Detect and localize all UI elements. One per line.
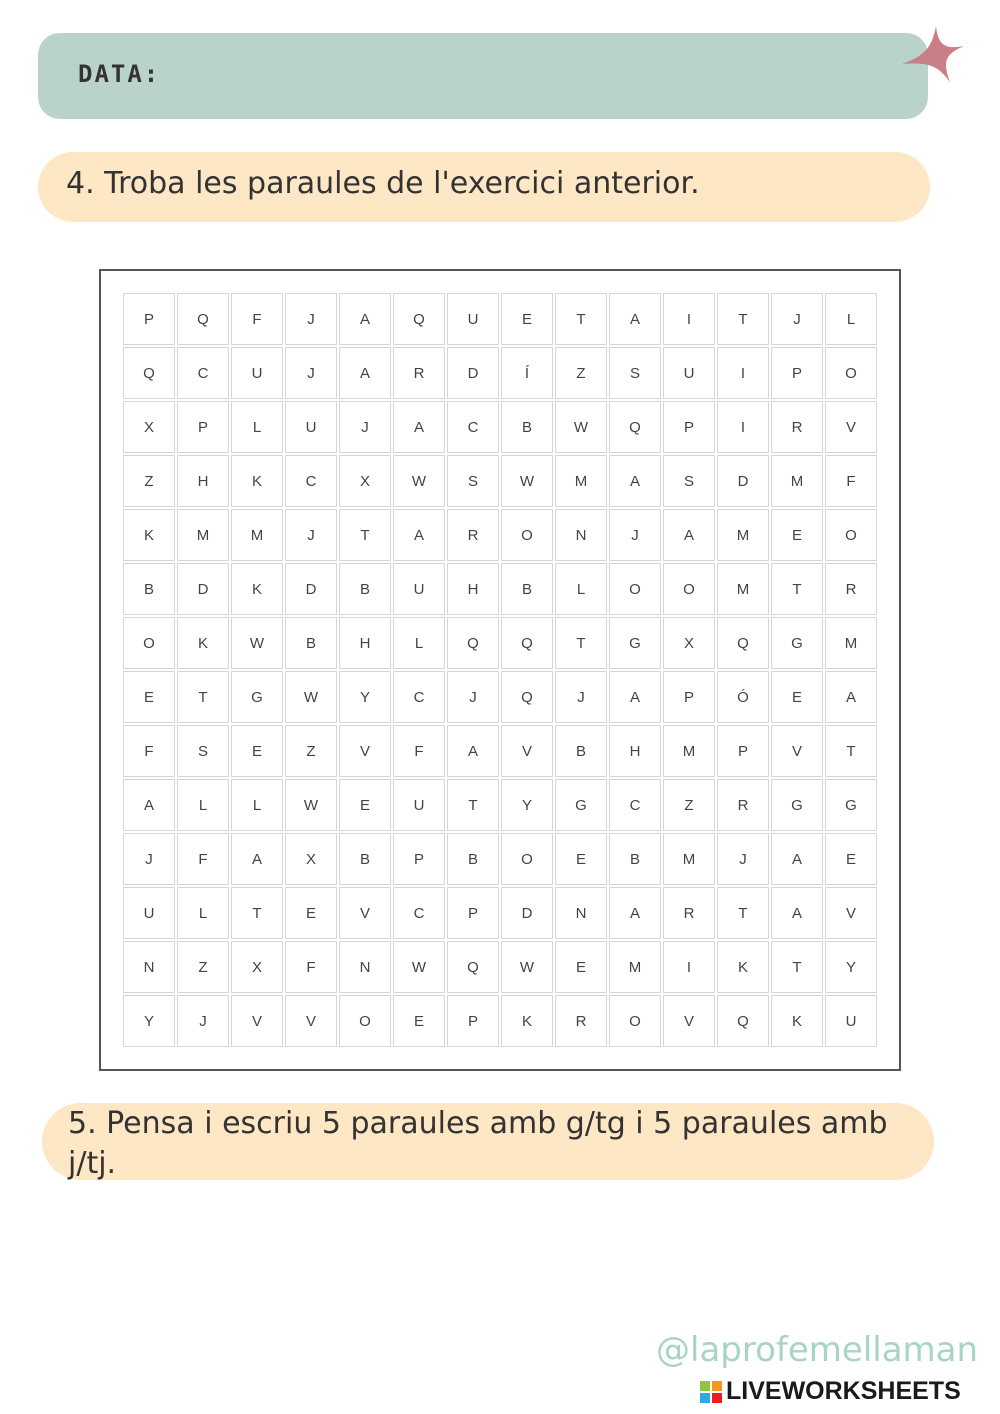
word-search-cell[interactable]: K (501, 995, 553, 1047)
word-search-cell[interactable]: B (501, 563, 553, 615)
word-search-cell[interactable]: Z (177, 941, 229, 993)
word-search-cell[interactable]: M (825, 617, 877, 669)
star-icon (900, 24, 966, 84)
word-search-cell[interactable]: F (123, 725, 175, 777)
word-search-cell[interactable]: O (663, 563, 715, 615)
word-search-cell[interactable]: Y (825, 941, 877, 993)
word-search-cell[interactable]: F (393, 725, 445, 777)
word-search-cell[interactable]: Z (555, 347, 607, 399)
word-search-cell[interactable]: S (177, 725, 229, 777)
word-search-cell[interactable]: M (771, 455, 823, 507)
word-search-cell[interactable]: U (825, 995, 877, 1047)
word-search-cell[interactable]: K (717, 941, 769, 993)
word-search-cell[interactable]: I (663, 941, 715, 993)
word-search-cell[interactable]: N (339, 941, 391, 993)
author-handle: @laprofemellaman (656, 1330, 979, 1370)
word-search-cell[interactable]: K (231, 563, 283, 615)
word-search-cell[interactable]: F (177, 833, 229, 885)
word-search-cell[interactable]: M (609, 941, 661, 993)
word-search-cell[interactable]: Q (447, 617, 499, 669)
word-search-cell[interactable]: Q (393, 293, 445, 345)
word-search-cell[interactable]: R (663, 887, 715, 939)
word-search-cell[interactable]: T (447, 779, 499, 831)
word-search-cell[interactable]: J (177, 995, 229, 1047)
word-search-cell[interactable]: B (285, 617, 337, 669)
word-search-cell[interactable]: C (393, 671, 445, 723)
word-search-cell[interactable]: S (609, 347, 661, 399)
word-search-cell[interactable]: E (771, 509, 823, 561)
word-search-cell[interactable]: W (285, 671, 337, 723)
word-search-cell[interactable]: Q (123, 347, 175, 399)
word-search-cell[interactable]: T (231, 887, 283, 939)
word-search-cell[interactable]: V (339, 887, 391, 939)
word-search-cell[interactable]: E (501, 293, 553, 345)
word-search-cell[interactable]: S (447, 455, 499, 507)
word-search-cell[interactable]: G (825, 779, 877, 831)
word-search-cell[interactable]: N (123, 941, 175, 993)
word-search-cell[interactable]: F (231, 293, 283, 345)
word-search-cell[interactable]: M (177, 509, 229, 561)
word-search-cell[interactable]: B (609, 833, 661, 885)
brand-logo-icon (700, 1381, 722, 1403)
word-search-cell[interactable]: C (285, 455, 337, 507)
word-search-cell[interactable]: D (177, 563, 229, 615)
word-search-cell[interactable]: B (555, 725, 607, 777)
word-search-cell[interactable]: D (447, 347, 499, 399)
word-search-cell[interactable]: M (717, 509, 769, 561)
word-search-cell[interactable]: E (123, 671, 175, 723)
word-search-cell[interactable]: P (663, 401, 715, 453)
word-search-cell[interactable]: A (825, 671, 877, 723)
word-search-cell[interactable]: A (339, 347, 391, 399)
word-search-cell[interactable]: O (501, 509, 553, 561)
word-search-cell[interactable]: O (609, 995, 661, 1047)
word-search-cell[interactable]: D (285, 563, 337, 615)
word-search-cell[interactable]: B (447, 833, 499, 885)
word-search-cell[interactable]: L (393, 617, 445, 669)
word-search-cell[interactable]: X (339, 455, 391, 507)
word-search-cell[interactable]: C (447, 401, 499, 453)
word-search-cell[interactable]: C (393, 887, 445, 939)
word-search-cell[interactable]: O (123, 617, 175, 669)
word-search-cell[interactable]: V (285, 995, 337, 1047)
word-search-cell[interactable]: K (123, 509, 175, 561)
word-search-cell[interactable]: U (285, 401, 337, 453)
word-search-cell[interactable]: Í (501, 347, 553, 399)
word-search-cell[interactable]: H (447, 563, 499, 615)
word-search-cell[interactable]: Z (285, 725, 337, 777)
word-search-cell[interactable]: X (285, 833, 337, 885)
word-search-cell[interactable]: R (393, 347, 445, 399)
word-search-cell[interactable]: A (771, 887, 823, 939)
word-search-cell[interactable]: E (555, 941, 607, 993)
word-search-cell[interactable]: O (609, 563, 661, 615)
word-search-cell[interactable]: J (717, 833, 769, 885)
word-search-cell[interactable]: W (555, 401, 607, 453)
word-search-cell[interactable]: W (231, 617, 283, 669)
word-search-cell[interactable]: P (717, 725, 769, 777)
word-search-cell[interactable]: G (231, 671, 283, 723)
word-search-cell[interactable]: T (555, 293, 607, 345)
word-search-cell[interactable]: J (285, 347, 337, 399)
word-search-cell[interactable]: O (825, 347, 877, 399)
word-search-cell[interactable]: Y (501, 779, 553, 831)
word-search-cell[interactable]: A (123, 779, 175, 831)
word-search-cell[interactable]: Q (447, 941, 499, 993)
word-search-cell[interactable]: J (339, 401, 391, 453)
word-search-cell[interactable]: O (825, 509, 877, 561)
word-search-cell[interactable]: G (771, 617, 823, 669)
word-search-cell[interactable]: E (339, 779, 391, 831)
word-search-cell[interactable]: T (771, 563, 823, 615)
word-search-cell[interactable]: B (339, 833, 391, 885)
word-search-cell[interactable]: Q (501, 671, 553, 723)
word-search-cell[interactable]: P (447, 887, 499, 939)
word-search-cell[interactable]: P (393, 833, 445, 885)
word-search-cell[interactable]: S (663, 455, 715, 507)
word-search-cell[interactable]: Q (717, 995, 769, 1047)
word-search-cell[interactable]: V (231, 995, 283, 1047)
word-search-cell[interactable]: L (555, 563, 607, 615)
word-search-cell[interactable]: A (663, 509, 715, 561)
word-search-cell[interactable]: A (447, 725, 499, 777)
word-search-cell[interactable]: K (771, 995, 823, 1047)
word-search-cell[interactable]: Q (501, 617, 553, 669)
word-search-cell[interactable]: E (285, 887, 337, 939)
word-search-cell[interactable]: F (285, 941, 337, 993)
word-search-cell[interactable]: U (447, 293, 499, 345)
word-search-cell[interactable]: N (555, 887, 607, 939)
word-search-cell[interactable]: U (231, 347, 283, 399)
word-search-cell[interactable]: U (663, 347, 715, 399)
word-search-cell[interactable]: L (231, 401, 283, 453)
exercise-5-instruction: 5. Pensa i escriu 5 paraules amb g/tg i 5 paraules amb j/tj. (68, 1106, 888, 1181)
word-search-cell[interactable]: Q (609, 401, 661, 453)
word-search-cell[interactable]: J (447, 671, 499, 723)
word-search-cell[interactable]: Q (177, 293, 229, 345)
brand-watermark (700, 1377, 961, 1406)
word-search-cell[interactable]: Q (717, 617, 769, 669)
word-search-cell[interactable]: T (825, 725, 877, 777)
word-search-cell[interactable]: H (177, 455, 229, 507)
word-search-cell[interactable]: H (609, 725, 661, 777)
word-search-cell[interactable]: D (717, 455, 769, 507)
word-search-cell[interactable]: E (231, 725, 283, 777)
word-search-frame (99, 269, 901, 1071)
word-search-cell[interactable]: U (393, 779, 445, 831)
word-search-cell[interactable]: A (609, 887, 661, 939)
word-search-cell[interactable]: M (555, 455, 607, 507)
word-search-cell[interactable]: M (663, 725, 715, 777)
word-search-cell[interactable]: E (771, 671, 823, 723)
word-search-cell[interactable]: U (393, 563, 445, 615)
word-search-cell[interactable]: J (285, 509, 337, 561)
word-search-cell[interactable]: B (123, 563, 175, 615)
word-search-cell[interactable]: B (339, 563, 391, 615)
word-search-cell[interactable]: P (771, 347, 823, 399)
word-search-cell[interactable]: Y (339, 671, 391, 723)
word-search-cell[interactable]: T (177, 671, 229, 723)
word-search-cell[interactable]: J (771, 293, 823, 345)
word-search-cell[interactable]: W (393, 941, 445, 993)
word-search-cell[interactable]: K (231, 455, 283, 507)
word-search-cell[interactable]: A (771, 833, 823, 885)
date-band (38, 33, 928, 119)
word-search-cell[interactable]: M (663, 833, 715, 885)
word-search-cell[interactable]: E (555, 833, 607, 885)
word-search-cell[interactable]: T (717, 887, 769, 939)
word-search-cell[interactable]: V (771, 725, 823, 777)
word-search-cell[interactable]: I (663, 293, 715, 345)
word-search-cell[interactable]: L (825, 293, 877, 345)
word-search-cell[interactable]: T (339, 509, 391, 561)
word-search-cell[interactable]: A (393, 401, 445, 453)
word-search-cell[interactable]: V (339, 725, 391, 777)
word-search-cell[interactable]: P (177, 401, 229, 453)
word-search-cell[interactable]: G (609, 617, 661, 669)
word-search-cell[interactable]: V (825, 887, 877, 939)
word-search-cell[interactable]: C (177, 347, 229, 399)
word-search-cell[interactable]: Ó (717, 671, 769, 723)
word-search-cell[interactable]: L (177, 779, 229, 831)
word-search-cell[interactable]: Y (123, 995, 175, 1047)
word-search-cell[interactable]: W (501, 455, 553, 507)
word-search-cell[interactable]: T (717, 293, 769, 345)
word-search-cell[interactable]: R (825, 563, 877, 615)
word-search-cell[interactable]: W (501, 941, 553, 993)
word-search-cell[interactable]: L (231, 779, 283, 831)
word-search-cell[interactable]: A (609, 293, 661, 345)
word-search-cell[interactable]: H (339, 617, 391, 669)
word-search-cell[interactable]: R (555, 995, 607, 1047)
brand-name: LIVEWORKSHEETS (726, 1377, 961, 1405)
word-search-cell[interactable]: G (555, 779, 607, 831)
exercise-4-instruction: 4. Troba les paraules de l'exercici anterior. (66, 166, 700, 201)
word-search-cell[interactable]: T (771, 941, 823, 993)
word-search-cell[interactable]: C (609, 779, 661, 831)
word-search-cell[interactable]: E (825, 833, 877, 885)
word-search-cell[interactable]: V (663, 995, 715, 1047)
word-search-cell[interactable]: V (501, 725, 553, 777)
word-search-cell[interactable]: K (177, 617, 229, 669)
word-search-cell[interactable]: R (447, 509, 499, 561)
word-search-cell[interactable]: W (285, 779, 337, 831)
word-search-cell[interactable]: X (231, 941, 283, 993)
word-search-cell[interactable]: X (663, 617, 715, 669)
word-search-cell[interactable]: A (609, 455, 661, 507)
date-label: DATA: (78, 60, 161, 88)
word-search-cell[interactable]: R (717, 779, 769, 831)
word-search-cell[interactable]: O (501, 833, 553, 885)
word-search-cell[interactable]: J (555, 671, 607, 723)
word-search-cell[interactable]: U (123, 887, 175, 939)
word-search-cell[interactable]: O (339, 995, 391, 1047)
word-search-grid (123, 293, 877, 1047)
word-search-cell[interactable]: B (501, 401, 553, 453)
word-search-cell[interactable]: P (663, 671, 715, 723)
word-search-cell[interactable]: D (501, 887, 553, 939)
word-search-cell[interactable]: J (123, 833, 175, 885)
word-search-cell[interactable]: J (285, 293, 337, 345)
word-search-cell[interactable]: A (231, 833, 283, 885)
word-search-cell[interactable]: A (609, 671, 661, 723)
word-search-cell[interactable]: X (123, 401, 175, 453)
word-search-cell[interactable]: E (393, 995, 445, 1047)
word-search-cell[interactable]: W (393, 455, 445, 507)
word-search-cell[interactable]: F (825, 455, 877, 507)
word-search-cell[interactable]: M (231, 509, 283, 561)
word-search-cell[interactable]: N (555, 509, 607, 561)
word-search-cell[interactable]: R (771, 401, 823, 453)
word-search-cell[interactable]: A (393, 509, 445, 561)
word-search-cell[interactable]: G (771, 779, 823, 831)
word-search-cell[interactable]: P (123, 293, 175, 345)
word-search-cell[interactable]: T (555, 617, 607, 669)
word-search-cell[interactable]: P (447, 995, 499, 1047)
word-search-cell[interactable]: J (609, 509, 661, 561)
word-search-cell[interactable]: I (717, 347, 769, 399)
word-search-cell[interactable]: Z (123, 455, 175, 507)
word-search-cell[interactable]: V (825, 401, 877, 453)
word-search-cell[interactable]: L (177, 887, 229, 939)
word-search-cell[interactable]: Z (663, 779, 715, 831)
word-search-cell[interactable]: M (717, 563, 769, 615)
word-search-cell[interactable]: A (339, 293, 391, 345)
word-search-cell[interactable]: I (717, 401, 769, 453)
